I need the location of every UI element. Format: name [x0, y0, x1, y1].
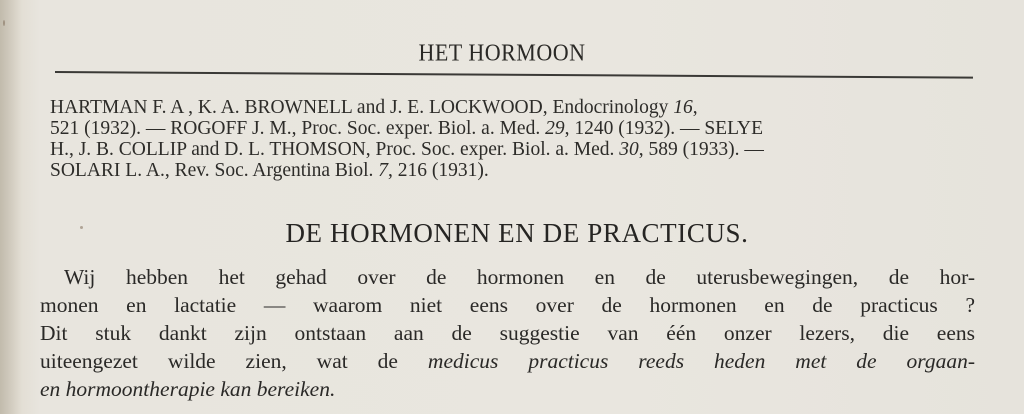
reference-text: ,: [692, 97, 698, 118]
reference-line: [50, 160, 974, 181]
volume-number: 30: [619, 139, 639, 160]
paper-speck: [3, 20, 5, 26]
reference-line: [50, 118, 974, 139]
section-heading: [0, 218, 1024, 249]
volume-number: 7: [378, 160, 388, 181]
running-head: [0, 39, 1024, 67]
reference-text: HARTMAN F. A , K. A. BROWNELL and J. E. LOCKWOOD, Endocrinology: [50, 97, 674, 118]
reference-text: , 216 (1931).: [388, 160, 489, 181]
reference-line: [50, 139, 974, 160]
volume-number: 29: [545, 118, 565, 139]
paragraph-line: en hormoontherapie kan bereiken.: [40, 377, 336, 401]
reference-text: 521 (1932). — ROGOFF J. M., Proc. Soc. exper. Biol. a. Med.: [50, 118, 546, 139]
paragraph-line: Wij hebben het gehad over de hormonen en de uterusbewegingen, de hor-: [64, 265, 975, 289]
volume-number: 16: [673, 97, 693, 118]
reference-text: H., J. B. COLLIP and D. L. THOMSON, Proc. Soc. exper. Biol. a. Med.: [50, 139, 620, 160]
paragraph-line: [40, 347, 975, 375]
reference-text: , 1240 (1932). — SELYE: [564, 118, 764, 139]
reference-line: [50, 97, 974, 118]
paragraph-text: uiteengezet wilde zien, wat de: [40, 349, 428, 373]
section-heading-text: DE HORMONEN EN DE PRACTICUS.: [285, 218, 749, 248]
paragraph-italic-text: medicus practicus reeds heden met de orgaan-: [427, 349, 976, 373]
body-paragraph: [40, 263, 980, 403]
references-block: [50, 97, 974, 181]
paper-speck: [80, 226, 83, 229]
reference-text: , 589 (1933). —: [638, 139, 764, 160]
running-head-title: HET HORMOON: [418, 38, 586, 66]
header-rule: [55, 71, 973, 79]
paragraph-line: Dit stuk dankt zijn ontstaan aan de suggestie van één onzer lezers, die eens: [40, 321, 975, 345]
paragraph-line: monen en lactatie — waarom niet eens over de hormonen en de practicus ?: [40, 293, 975, 317]
reference-text: SOLARI L. A., Rev. Soc. Argentina Biol.: [50, 160, 379, 181]
